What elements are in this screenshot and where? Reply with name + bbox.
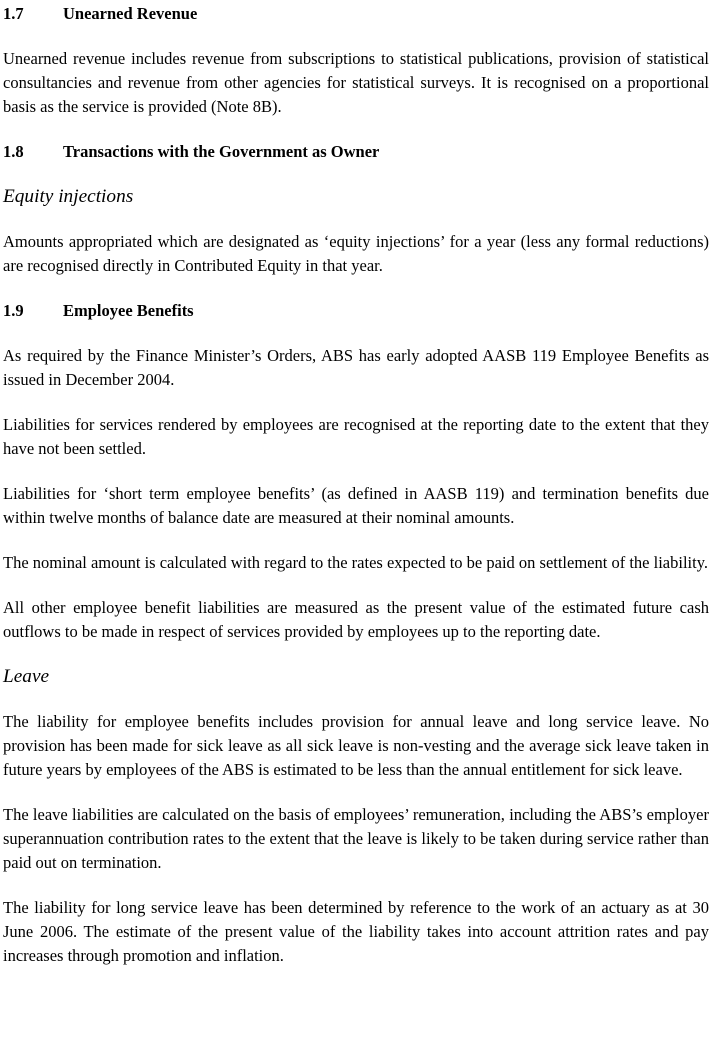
section-number: 1.9	[3, 301, 24, 320]
section-title: Employee Benefits	[63, 301, 194, 320]
paragraph-short-term-benefits: Liabilities for ‘short term employee benefits’ (as defined in AASB 119) and termination benefits due within twelve months of balance date are measured at their nominal amounts.	[3, 484, 709, 527]
paragraph-aasb-adoption: As required by the Finance Minister’s Orders, ABS has early adopted AASB 119 Employee Benefits as issued in December 2004.	[3, 346, 709, 389]
section-number: 1.7	[3, 4, 24, 23]
section-heading-1-7	[3, 2, 709, 26]
paragraph-nominal-amount: The nominal amount is calculated with regard to the rates expected to be paid on settlement of the liability.	[3, 553, 708, 572]
section-title: Unearned Revenue	[63, 4, 198, 23]
section-heading-1-9	[3, 299, 709, 323]
section-number: 1.8	[3, 142, 24, 161]
paragraph-equity-injections: Amounts appropriated which are designated as ‘equity injections’ for a year (less any formal reductions) are recognised directly in Contributed Equity in that year.	[3, 232, 709, 275]
subheading-leave: Leave	[3, 666, 50, 687]
paragraph-leave-liabilities-calc: The leave liabilities are calculated on the basis of employees’ remuneration, including the ABS’s employer superannuation contribution rates to the extent that the leave is likely to be taken during service rather than paid out on termination.	[3, 805, 709, 872]
subheading-equity-injections: Equity injections	[3, 186, 134, 207]
paragraph-leave-provision: The liability for employee benefits includes provision for annual leave and long service leave. No provision has been made for sick leave as all sick leave is non-vesting and the average sick leave taken in future years by employees of the ABS is estimated to be less than the annual entitlement for sick leave.	[3, 712, 709, 779]
paragraph-liabilities-recognised: Liabilities for services rendered by employees are recognised at the reporting date to the extent that they have not been settled.	[3, 415, 709, 458]
section-title: Transactions with the Government as Owner	[63, 142, 380, 161]
section-heading-1-8	[3, 140, 709, 164]
paragraph-long-service-leave: The liability for long service leave has been determined by reference to the work of an actuary as at 30 June 2006. The estimate of the present value of the liability takes into account attrition rates and pay increases through promotion and inflation.	[3, 898, 709, 965]
paragraph-other-benefit-liabilities: All other employee benefit liabilities are measured as the present value of the estimated future cash outflows to be made in respect of services provided by employees up to the reporting date.	[3, 598, 709, 641]
paragraph-unearned-revenue: Unearned revenue includes revenue from subscriptions to statistical publications, provision of statistical consultancies and revenue from other agencies for statistical surveys. It is recognised on a proportional basis as the service is provided (Note 8B).	[3, 49, 709, 116]
